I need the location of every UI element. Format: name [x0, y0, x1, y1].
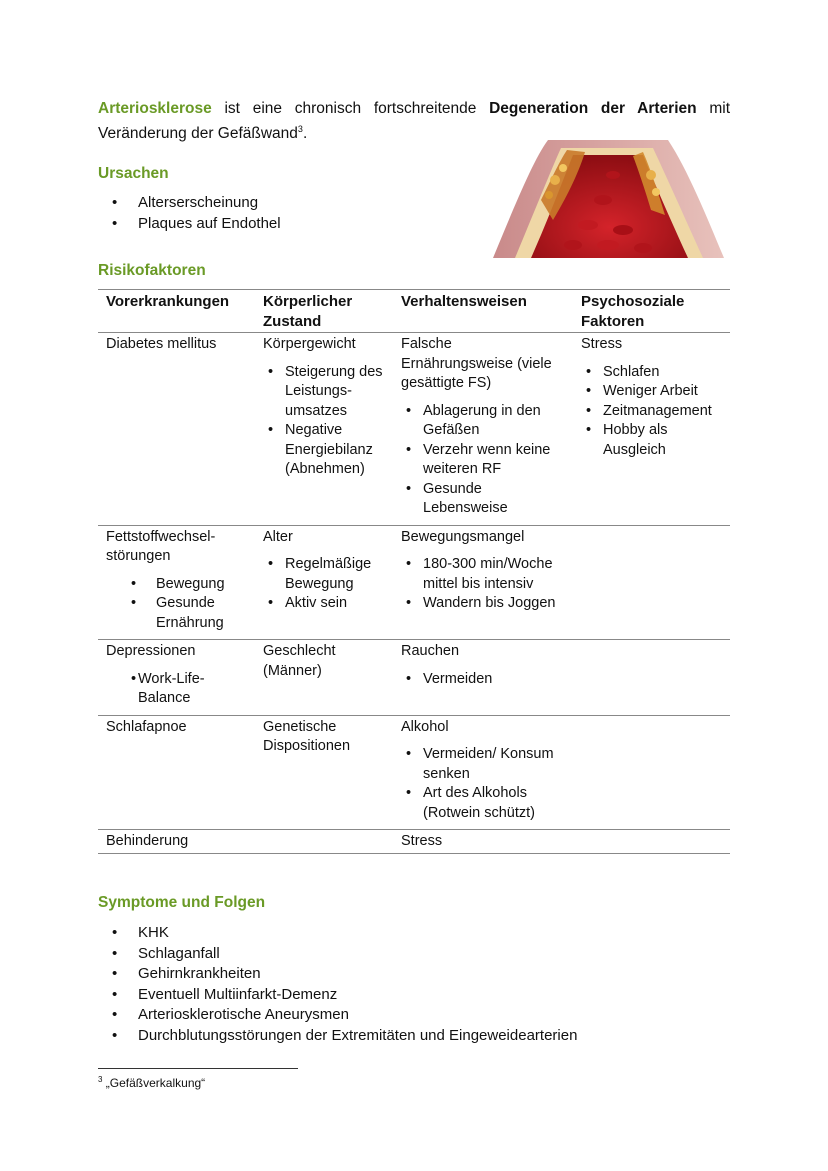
table-cell	[573, 640, 730, 716]
risk-table	[98, 289, 730, 854]
cell-list	[263, 555, 387, 614]
footnote	[98, 1075, 205, 1090]
cell-text: Diabetes mellitus	[106, 336, 217, 352]
list-item: • Negative Energiebilanz (Abnehmen)	[263, 421, 387, 480]
table-cell	[98, 640, 255, 716]
list-item: • Gehirnkrankheiten	[98, 964, 730, 985]
cell-list	[401, 670, 567, 690]
list-item: • Steigerung des Leistungs-umsatzes	[263, 363, 387, 422]
list-item: • Alterserscheinung	[98, 193, 478, 214]
cell-list	[263, 363, 387, 480]
cell-text: Schlafapnoe	[106, 718, 187, 735]
cell-text: Depressionen	[106, 643, 196, 659]
table-cell	[255, 715, 393, 830]
table-cell	[393, 715, 573, 830]
column-header: Verhaltensweisen	[393, 290, 573, 333]
intro-text-end: .	[302, 125, 308, 143]
cell-list	[106, 575, 249, 634]
list-item: • Aktiv sein	[263, 594, 387, 614]
artery-plaque-illustration	[493, 140, 724, 258]
list-item: • Eventuell Multiinfarkt-Demenz	[98, 985, 730, 1006]
cell-text: Stress	[401, 833, 443, 849]
footnote-number: 3	[98, 1075, 103, 1084]
table-cell	[393, 525, 573, 640]
list-item: • Gesunde Ernährung	[106, 594, 249, 633]
cell-text: Falsche Ernährungsweise (viele gesättigte FS)	[401, 336, 552, 391]
cell-list	[401, 745, 567, 823]
table-cell	[255, 525, 393, 640]
cell-text: Genetische Dispositionen	[263, 718, 351, 754]
footnote-ref: 3	[297, 124, 303, 134]
cell-text: Alter	[263, 528, 293, 545]
heading-ursachen: Ursachen	[98, 165, 169, 182]
column-header: Psychosoziale Faktoren	[573, 290, 730, 333]
list-item: • Regelmäßige Bewegung	[263, 555, 387, 594]
list-item: • KHK	[98, 923, 730, 944]
table-cell	[573, 333, 730, 526]
list-item: • Schlaganfall	[98, 944, 730, 965]
intro-text-after: mit Veränderung der Gefäßwand	[98, 100, 731, 143]
table-header-row	[98, 290, 730, 333]
table-cell	[393, 333, 573, 526]
cell-text: Stress	[581, 336, 623, 352]
list-item: • Wandern bis Joggen	[401, 594, 567, 614]
table-cell	[255, 640, 393, 716]
heading-risikofaktoren: Risikofaktoren	[98, 262, 206, 279]
cell-text: Alkohol	[401, 718, 449, 735]
column-header: Vorerkrankungen	[98, 290, 255, 333]
list-item: • Weniger Arbeit	[581, 382, 724, 402]
table-cell	[98, 525, 255, 640]
list-item: • Work-Life-Balance	[106, 670, 249, 709]
cell-text: Bewegungsmangel	[401, 528, 525, 545]
list-item: • Verzehr wenn keine weiteren RF	[401, 441, 567, 480]
table-row	[98, 333, 730, 526]
term-arteriosklerose: Arteriosklerose	[98, 100, 212, 117]
table-cell	[98, 333, 255, 526]
list-item: • Arteriosklerotische Aneurysmen	[98, 1005, 730, 1026]
intro-text-before: ist eine chronisch fortschreitende	[211, 100, 490, 117]
table-cell	[393, 640, 573, 716]
cell-text: Behinderung	[106, 833, 189, 849]
table-cell	[98, 715, 255, 830]
list-item: • Vermeiden/ Konsum senken	[401, 745, 567, 784]
cell-text: Körpergewicht	[263, 336, 356, 352]
table-row	[98, 640, 730, 716]
table-cell	[255, 830, 393, 854]
table-row	[98, 715, 730, 830]
cell-text: Fettstoffwechsel-störungen	[106, 528, 216, 564]
cell-list	[581, 363, 724, 461]
table-cell	[573, 830, 730, 854]
intro-bold-phrase: Degeneration der Arterien	[489, 100, 697, 117]
table-cell	[573, 525, 730, 640]
list-item: • 180-300 min/Woche mittel bis intensiv	[401, 555, 567, 594]
table-row	[98, 830, 730, 854]
cell-list	[106, 670, 249, 709]
cell-list	[401, 402, 567, 519]
symptoms-list	[98, 923, 730, 1046]
list-item: • Ablagerung in den Gefäßen	[401, 402, 567, 441]
intro-paragraph	[98, 98, 730, 144]
column-header: Körperlicher Zustand	[255, 290, 393, 333]
list-item: • Plaques auf Endothel	[98, 214, 478, 235]
cell-text: Rauchen	[401, 643, 460, 659]
list-item: • Art des Alkohols (Rotwein schützt)	[401, 784, 567, 823]
list-item: • Vermeiden	[401, 670, 567, 690]
list-item: • Zeitmanagement	[581, 402, 724, 422]
causes-list	[98, 193, 478, 234]
list-item: • Bewegung	[106, 575, 249, 595]
cell-list	[401, 555, 567, 614]
table-row	[98, 525, 730, 640]
heading-symptome: Symptome und Folgen	[98, 894, 266, 911]
table-cell	[255, 333, 393, 526]
list-item: • Durchblutungsstörungen der Extremitäten und Eingeweidearterien	[98, 1026, 730, 1047]
list-item: • Gesunde Lebensweise	[401, 480, 567, 519]
cell-text: Geschlecht (Männer)	[263, 643, 336, 679]
list-item: • Hobby als Ausgleich	[581, 421, 724, 460]
table-cell	[573, 715, 730, 830]
footnote-divider	[98, 1068, 298, 1069]
list-item: • Schlafen	[581, 363, 724, 383]
table-cell	[98, 830, 255, 854]
footnote-text: „Gefäßverkalkung“	[102, 1076, 206, 1090]
table-cell	[393, 830, 573, 854]
